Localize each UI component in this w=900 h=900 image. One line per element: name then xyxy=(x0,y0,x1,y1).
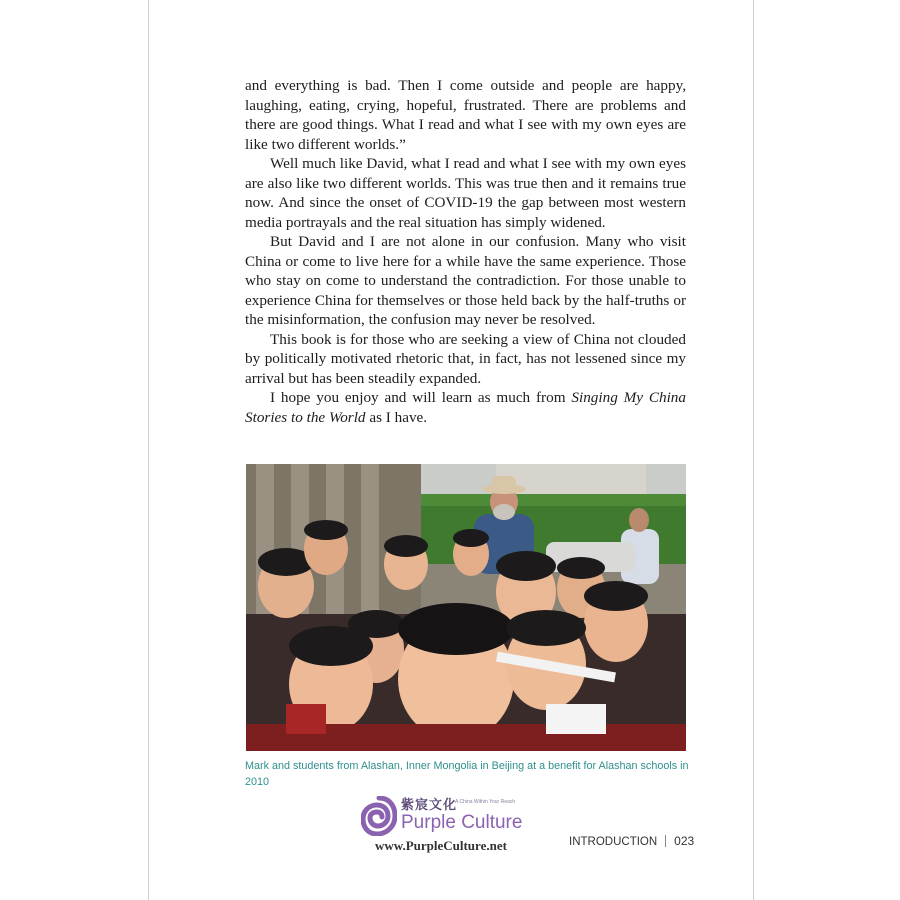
watermark-tagline: A China Within Your Reach xyxy=(455,799,516,805)
paragraph-2: Well much like David, what I read and what I see with my own eyes are also like two different worlds. This was true then and it remains true now. And since the onset of COVID-19 the gap between most western media portrayals and the real situation has simply widened. xyxy=(245,155,686,231)
page-footer xyxy=(569,834,694,848)
photo-illustration xyxy=(246,464,686,751)
body-text xyxy=(245,76,686,427)
paragraph-3: But David and I are not alone in our confusion. Many who visit China or come to live here for a while have the same experience. Those who stay on come to understand the contradiction. For those unable to experience China for themselves or those held back by the half-truths or the misinformation, the confusion may never be resolved. xyxy=(245,233,686,328)
page-number: 023 xyxy=(674,834,695,848)
paragraph-5-end: as I have. xyxy=(365,408,428,426)
paragraph-4: This book is for those who are seeking a view of China not clouded by politically motivated rhetoric that, in fact, has not lessened since my arrival but has been steadily expanded. xyxy=(245,330,686,387)
watermark-url: www.PurpleCulture.net xyxy=(375,838,507,853)
paragraph-5-start: I hope you enjoy and will learn as much from xyxy=(270,389,572,406)
photo-caption: Mark and students from Alashan, Inner Mongolia in Beijing at a benefit for Alashan schools in 2010 xyxy=(245,760,689,788)
book-page xyxy=(148,0,754,900)
group-photo xyxy=(246,464,686,751)
purple-culture-logo-icon xyxy=(361,796,397,836)
paragraph-5 xyxy=(245,388,686,427)
footer-divider xyxy=(665,835,666,847)
watermark-name: Purple Culture xyxy=(401,812,523,833)
watermark-chinese-text: 紫宸文化 xyxy=(401,798,458,813)
book-title: Singing My China Stories to the World xyxy=(245,389,686,426)
paragraph-1: and everything is bad. Then I come outside and people are happy, laughing, eating, crying, hopeful, frustrated. There are problems and there are good things. What I read and what I see with my own eyes are like two different worlds.” xyxy=(245,77,686,153)
running-footer-section: INTRODUCTION xyxy=(569,836,658,848)
purple-culture-watermark xyxy=(361,794,551,860)
